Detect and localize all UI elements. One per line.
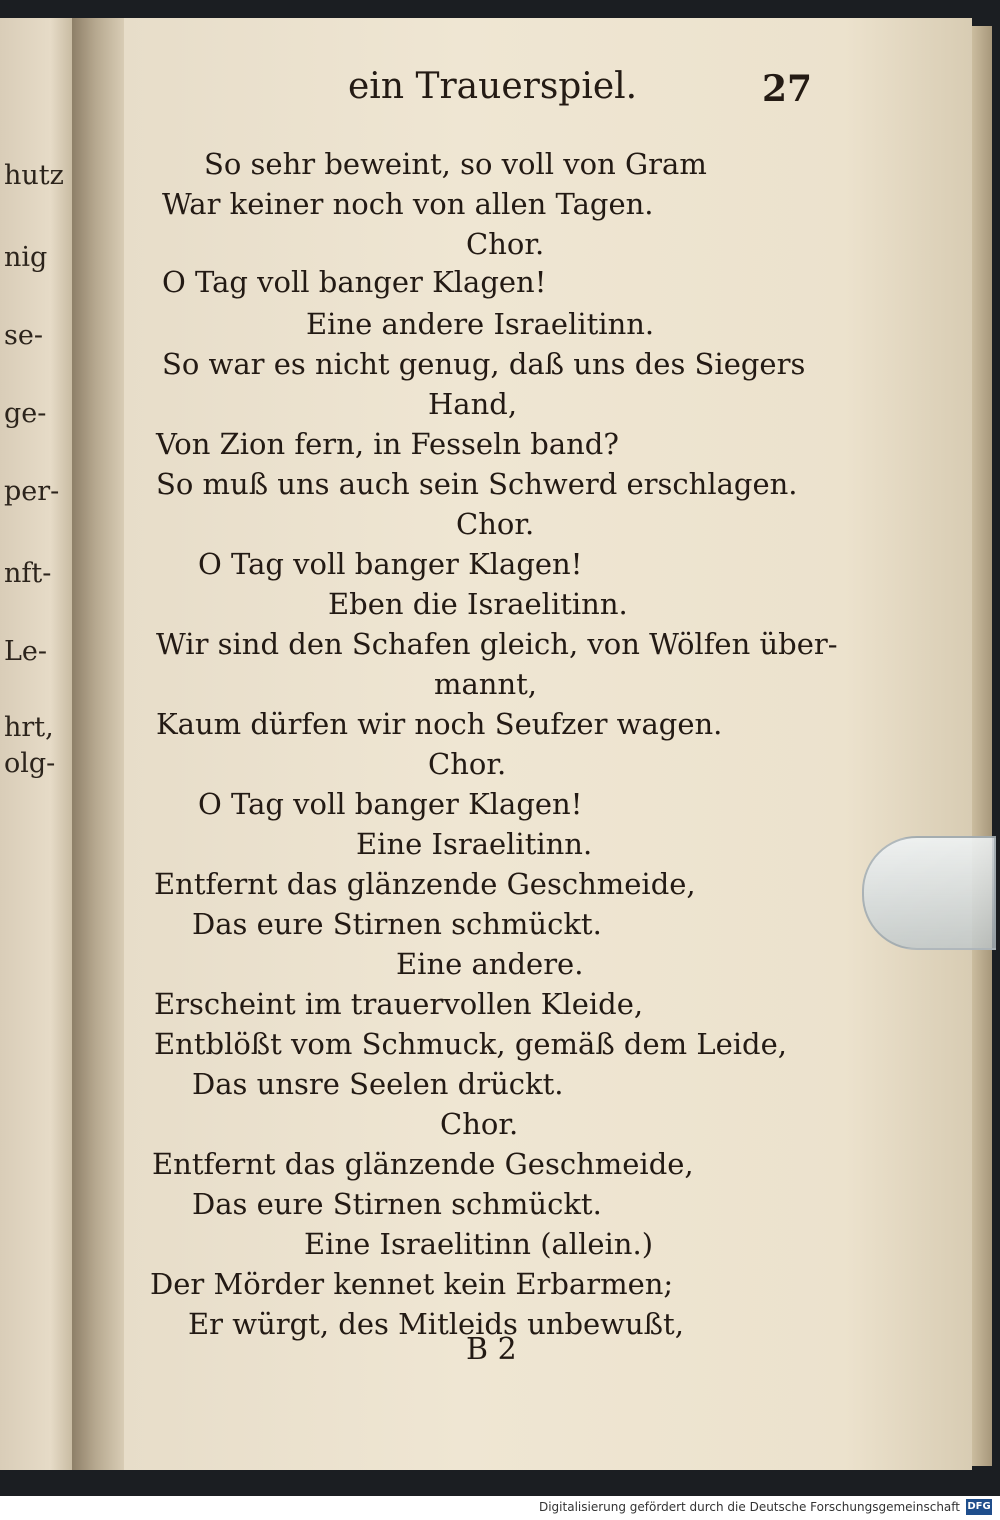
prev-page-fragment: hutz — [4, 160, 64, 191]
speaker-heading: Eine andere. — [396, 947, 584, 981]
verse-line: Hand, — [428, 387, 518, 421]
prev-page-fragment: ge- — [4, 398, 47, 429]
prev-page-fragment: hrt, — [4, 712, 54, 743]
verse-line: Der Mörder kennet kein Erbarmen; — [150, 1267, 674, 1301]
prev-page-fragment: olg- — [4, 748, 56, 779]
previous-page-edge — [0, 18, 72, 1470]
verse-line: O Tag voll banger Klagen! — [162, 265, 547, 299]
verse-line: So war es nicht genug, daß uns des Siegers — [162, 347, 806, 381]
dfg-logo: DFG — [966, 1499, 992, 1515]
footer-bar — [0, 1496, 1000, 1520]
verse-line: Das eure Stirnen schmückt. — [192, 907, 602, 941]
book-gutter — [72, 18, 124, 1470]
verse-line: O Tag voll banger Klagen! — [198, 547, 583, 581]
verse-line: Kaum dürfen wir noch Seufzer wagen. — [156, 707, 723, 741]
verse-line: Erscheint im trauervollen Kleide, — [154, 987, 644, 1021]
running-title: ein Trauerspiel. — [348, 66, 638, 107]
prev-page-fragment: Le- — [4, 636, 48, 667]
verse-line: O Tag voll banger Klagen! — [198, 787, 583, 821]
page-clip — [862, 836, 996, 950]
speaker-heading: Chor. — [466, 227, 545, 261]
speaker-heading: Eine Israelitinn (allein.) — [304, 1227, 654, 1261]
speaker-heading: Eine Israelitinn. — [356, 827, 593, 861]
prev-page-fragment: nft- — [4, 558, 52, 589]
page-number: 27 — [762, 68, 813, 110]
signature-mark: B 2 — [466, 1332, 517, 1367]
verse-line: Entfernt das glänzende Geschmeide, — [154, 867, 696, 901]
speaker-heading: Chor. — [440, 1107, 519, 1141]
verse-line: Er würgt, des Mitleids unbewußt, — [188, 1307, 684, 1341]
verse-line: War keiner noch von allen Tagen. — [162, 187, 654, 221]
speaker-heading: Eine andere Israelitinn. — [306, 307, 655, 341]
verse-line: Wir sind den Schafen gleich, von Wölfen über- — [156, 627, 838, 661]
prev-page-fragment: se- — [4, 320, 43, 351]
verse-line: So sehr beweint, so voll von Gram — [204, 147, 707, 181]
verse-line: So muß uns auch sein Schwerd erschlagen. — [156, 467, 798, 501]
prev-page-fragment: nig — [4, 242, 48, 273]
page-edge — [972, 26, 992, 1466]
verse-line: Das unsre Seelen drückt. — [192, 1067, 564, 1101]
verse-line: Von Zion fern, in Fesseln band? — [156, 427, 619, 461]
verse-line: mannt, — [434, 667, 538, 701]
book-page — [124, 18, 972, 1470]
verse-line: Entfernt das glänzende Geschmeide, — [152, 1147, 694, 1181]
speaker-heading: Eben die Israelitinn. — [328, 587, 628, 621]
speaker-heading: Chor. — [456, 507, 535, 541]
prev-page-fragment: per- — [4, 476, 60, 507]
speaker-heading: Chor. — [428, 747, 507, 781]
verse-line: Das eure Stirnen schmückt. — [192, 1187, 602, 1221]
funding-credit: Digitalisierung gefördert durch die Deutsche Forschungsgemeinschaft — [538, 1500, 960, 1514]
verse-line: Entblößt vom Schmuck, gemäß dem Leide, — [154, 1027, 788, 1061]
